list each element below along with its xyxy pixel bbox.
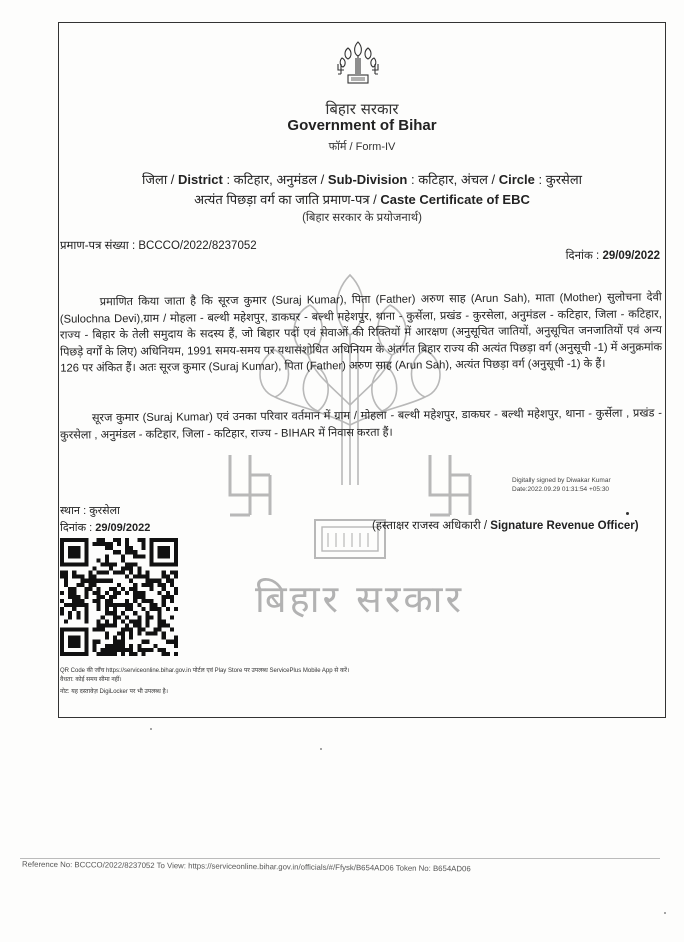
place-value: कुरसेला xyxy=(89,505,120,517)
signature-revenue-officer xyxy=(372,518,639,533)
certificate-date-value: 29/09/2022 xyxy=(602,250,660,262)
qr-note-3: नोट: यह दस्तावेज़ DigiLocker पर भी उपलब्ध है। xyxy=(60,689,168,695)
ink-dot xyxy=(626,512,629,515)
district-label-en: District xyxy=(178,172,223,187)
certificate-date xyxy=(566,248,660,263)
qr-code-icon xyxy=(60,538,178,656)
certificate-number xyxy=(60,238,257,253)
body-paragraph-2: सूरज कुमार (Suraj Kumar) एवं उनका परिवार वर्तमान में ग्राम / मोहला - बल्थी महेशपुर, डाकघर - बल्थी महेशपुर, थाना - कुर्सेला , प्रखंड - कुरसेला , अनुमंडल - कटिहार, जिला - कटिहार, राज्य - BIHAR में निवास करता हैं। xyxy=(60,407,662,442)
reference-footer: Reference No: BCCCO/2022/8237052 To View: https://serviceonline.bihar.gov.in/officials/#/Ffysk/B654AD06 Token No: B654AD06 xyxy=(21,859,471,874)
scan-speck xyxy=(664,912,666,914)
form-label: फॉर्म / Form-IV xyxy=(328,141,396,153)
place xyxy=(60,503,120,518)
scan-speck xyxy=(320,748,322,750)
issue-date xyxy=(60,520,150,535)
subdivision-value: : कटिहार, अंचल / xyxy=(407,172,499,187)
qr-note-1: QR Code की जाँच https://serviceonline.bihar.gov.in पोर्टल एवं Play Store पर उपलब्ध ServicePlus Mobile App से करें। xyxy=(60,668,350,674)
issue-date-value: 29/09/2022 xyxy=(95,522,151,534)
subdivision-label: Sub-Division xyxy=(327,172,408,187)
district-label-hi: जिला / xyxy=(142,172,179,187)
title-hindi: बिहार सरकार xyxy=(325,100,399,118)
issue-date-label: दिनांक : xyxy=(60,522,96,534)
certificate-name-en: Caste Certificate of EBC xyxy=(380,192,530,207)
signature-officer-en: Signature Revenue Officer) xyxy=(490,520,639,532)
certificate-name-hi: अत्यंत पिछड़ा वर्ग का जाति प्रमाण-पत्र / xyxy=(194,192,381,207)
watermark-text: बिहार सरकार xyxy=(255,577,464,621)
digital-signature-line-2: Date:2022.09.29 01:31:54 +05:30 xyxy=(512,486,610,493)
certificate-number-label: प्रमाण-पत्र संख्या : xyxy=(60,240,139,252)
certificate-purpose: (बिहार सरकार के प्रयोजनार्थ) xyxy=(302,212,422,224)
circle-value: : कुरसेला xyxy=(534,172,582,187)
bihar-emblem-icon xyxy=(336,40,380,86)
digital-signature-stamp xyxy=(512,476,611,494)
circle-label: Circle xyxy=(498,172,535,187)
place-label: स्थान : xyxy=(60,505,90,517)
qr-note-2: वैधता: कोई समय सीमा नहीं। xyxy=(60,677,122,683)
certificate-date-label: दिनांक : xyxy=(565,250,603,262)
certificate-number-value: BCCCO/2022/8237052 xyxy=(138,240,257,252)
signature-officer-hi: (हस्ताक्षर राजस्व अधिकारी / xyxy=(372,520,491,532)
title-english: Government of Bihar xyxy=(287,117,437,134)
district-line xyxy=(58,170,666,188)
footer-divider xyxy=(20,858,660,859)
scan-speck xyxy=(150,728,152,730)
digital-signature-line-1: Digitally signed by Diwakar Kumar xyxy=(512,477,611,484)
body-paragraph-1: प्रमाणित किया जाता है कि सूरज कुमार (Suraj Kumar), पिता (Father) अरुण साह (Arun Sah), माता (Mother) सुलोचना देवी (Sulochna Devi),ग्राम / मोहला - बल्थी महेशपुर, डाकघर - बल्थी महेशपुर, थाना - कुर्सेला, प्रखंड - कुरसेला, अनुमंडल - कटिहार, जिला - कटिहार, राज्य - बिहार के तेली समुदाय के सदस्य हैं, जो बिहार पदों एवं सेवाओं की रिक्तियों में आरक्षण (अनुसूचित जातियों, अनुसूचित जनजातियों एवं अन्य पिछड़े वर्गों के लिए) अधिनियम, 1991 समय-समय पर यथासंशोधित अधिनियम के अंतर्गत बिहार राज्य की अत्यंत पिछड़ा वर्ग (अनुसूची -1) में अनुक्रमांक 126 पर अंकित हैं। अतः सूरज कुमार (Suraj Kumar), पिता (Father) अरुण साह (Arun Sah), अत्यंत पिछड़ा वर्ग (अनुसूची -1) के हैं। xyxy=(59,291,663,376)
district-value: : कटिहार, अनुमंडल / xyxy=(222,172,328,187)
certificate-name xyxy=(58,190,666,208)
